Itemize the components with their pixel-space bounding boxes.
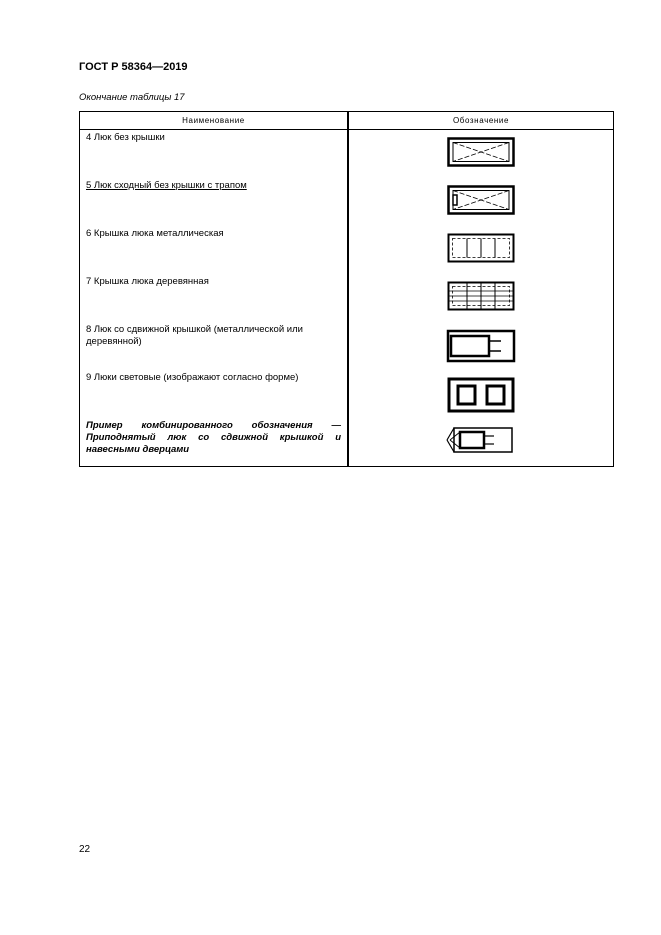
row-name-cell (80, 274, 349, 322)
document-code: ГОСТ Р 58364—2019 (79, 61, 188, 73)
table-row (80, 370, 614, 418)
column-header-symbol: Обозначение (348, 112, 614, 130)
row-name-text: 9 Люки световые (изображают согласно форме) (86, 372, 299, 383)
row-name-text: 6 Крышка люка металлическая (86, 228, 224, 239)
page-number: 22 (79, 844, 91, 855)
row-symbol-cell (348, 130, 614, 179)
row-name-cell (80, 178, 349, 226)
row-symbol-cell (348, 178, 614, 226)
metal-hatch-cover-symbol-icon (447, 233, 515, 263)
row-symbol-cell (348, 418, 614, 467)
row-name-cell (80, 226, 349, 274)
row-name-text: 5 Люк сходный без крышки с трапом (86, 180, 247, 191)
row-symbol-cell (348, 226, 614, 274)
table-row (80, 226, 614, 274)
companion-hatch-with-ladder-symbol-icon (447, 185, 515, 215)
row-name-cell (80, 130, 349, 179)
table-header-row (80, 112, 614, 130)
table-row (80, 274, 614, 322)
hatch-without-cover-symbol-icon (447, 137, 515, 167)
wooden-hatch-cover-symbol-icon (447, 281, 515, 311)
table-row (80, 130, 614, 179)
row-name-text: 7 Крышка люка деревянная (86, 276, 209, 287)
row-symbol-cell (348, 322, 614, 370)
symbols-table (79, 111, 614, 467)
table-continuation-caption: Окончание таблицы 17 (79, 92, 185, 103)
row-name-cell (80, 322, 349, 370)
row-name-text: 4 Люк без крышки (86, 132, 165, 143)
column-header-name: Наименование (80, 112, 349, 130)
row-name-cell (80, 370, 349, 418)
table-row (80, 322, 614, 370)
sliding-cover-hatch-symbol-icon (446, 329, 516, 363)
row-name-text: Пример комбинированного обозначения — Приподнятый люк со сдвижной крышкой и навесными дверцами (86, 420, 341, 455)
skylight-hatches-symbol-icon (447, 377, 515, 413)
row-name-cell (80, 418, 349, 467)
table-row (80, 178, 614, 226)
row-symbol-cell (348, 370, 614, 418)
table-row (80, 418, 614, 467)
row-symbol-cell (348, 274, 614, 322)
combined-hatch-symbol-icon (446, 425, 516, 455)
row-name-text: 8 Люк со сдвижной крышкой (металлической или деревянной) (86, 324, 303, 347)
